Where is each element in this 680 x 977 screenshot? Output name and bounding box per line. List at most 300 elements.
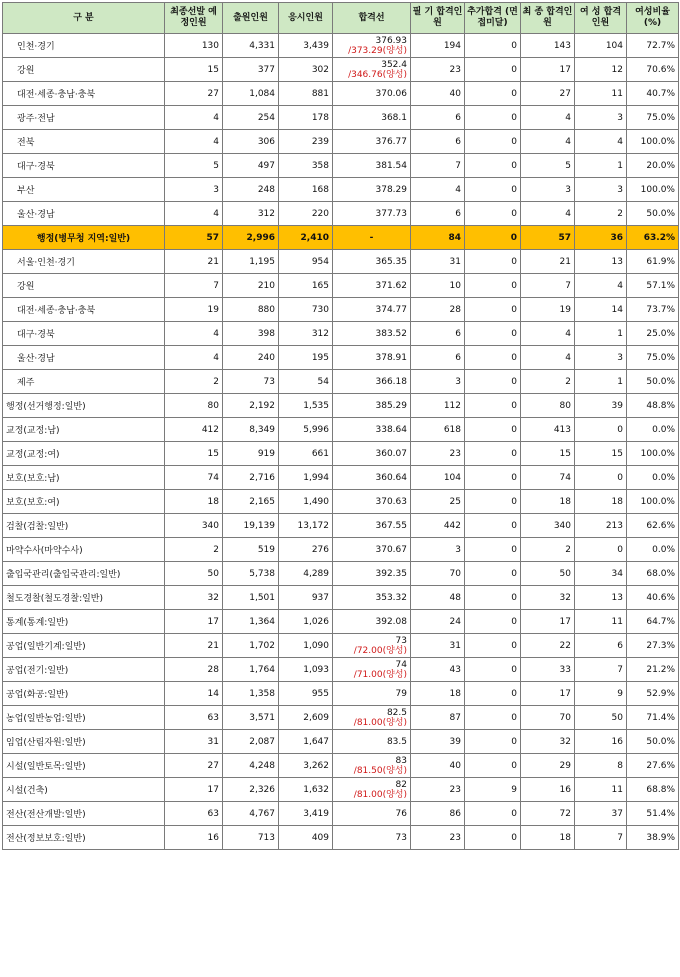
row-label-cell (3, 538, 165, 562)
final-pass-value: 4 (565, 208, 571, 219)
applicants-cell (223, 634, 279, 658)
written-pass-cell (411, 106, 465, 130)
additional-pass-cell (465, 250, 521, 274)
written-pass-cell (411, 778, 465, 802)
female-pass-cell (575, 226, 627, 250)
final-pass-cell (521, 274, 575, 298)
applicants-value: 1,764 (249, 664, 275, 675)
written-pass-value: 48 (449, 592, 461, 603)
row-label: 마약수사(마약수사) (6, 546, 83, 556)
final-pass-value: 18 (559, 832, 571, 843)
female-ratio-cell (627, 634, 679, 658)
planned-value: 4 (213, 352, 219, 363)
cutoff-cell (333, 682, 411, 706)
cutoff-cell (333, 778, 411, 802)
applicants-cell (223, 250, 279, 274)
row-label-cell (3, 466, 165, 490)
female-ratio-cell (627, 274, 679, 298)
applicants-cell (223, 586, 279, 610)
row-label: 보호(보호:여) (6, 498, 60, 508)
row-label: 통계(통계:일반) (6, 618, 69, 628)
applicants-value: 880 (257, 304, 275, 315)
additional-pass-value: 0 (511, 472, 517, 483)
row-label-cell (3, 418, 165, 442)
applicants-cell (223, 442, 279, 466)
table-row (3, 658, 679, 682)
row-label: 대구·경북 (17, 330, 55, 340)
cutoff-value: 378.91 (375, 352, 407, 363)
planned-value: 18 (207, 496, 219, 507)
female-pass-value: 13 (611, 592, 623, 603)
written-pass-value: 18 (449, 688, 461, 699)
cutoff-cell (333, 322, 411, 346)
additional-pass-value: 0 (511, 40, 517, 51)
planned-cell (165, 514, 223, 538)
final-pass-value: 33 (559, 664, 571, 675)
row-label: 검찰(검찰:일반) (6, 522, 69, 532)
examinees-value: 220 (311, 208, 329, 219)
female-ratio-value: 21.2% (646, 664, 675, 675)
applicants-value: 1,195 (249, 256, 275, 267)
row-label-cell (3, 322, 165, 346)
written-pass-cell (411, 802, 465, 826)
applicants-value: 1,702 (249, 640, 275, 651)
written-pass-value: 23 (449, 64, 461, 75)
female-ratio-value: 100.0% (640, 184, 675, 195)
female-ratio-value: 0.0% (652, 472, 675, 483)
row-label-cell (3, 106, 165, 130)
row-label: 서울·인천·경기 (17, 258, 75, 268)
header-cutoff-text: 합격선 (358, 12, 385, 23)
additional-pass-value: 0 (511, 160, 517, 171)
examinees-value: 239 (311, 136, 329, 147)
female-ratio-cell (627, 514, 679, 538)
cutoff-alt-value: /373.29(양성) (348, 45, 407, 56)
row-label-cell (3, 370, 165, 394)
written-pass-value: 112 (443, 400, 461, 411)
final-pass-cell (521, 634, 575, 658)
cutoff-cell (333, 586, 411, 610)
additional-pass-cell (465, 226, 521, 250)
applicants-cell (223, 34, 279, 58)
additional-pass-value: 0 (511, 568, 517, 579)
female-pass-value: 2 (617, 208, 623, 219)
header-applicants-text: 출원인원 (233, 12, 268, 23)
written-pass-value: 40 (449, 88, 461, 99)
cutoff-cell (333, 130, 411, 154)
applicants-value: 210 (257, 280, 275, 291)
table-row (3, 394, 679, 418)
cutoff-cell (333, 178, 411, 202)
female-pass-cell (575, 538, 627, 562)
additional-pass-cell (465, 274, 521, 298)
planned-value: 15 (207, 64, 219, 75)
table-row (3, 442, 679, 466)
examinees-cell (279, 562, 333, 586)
cutoff-value: 82.5 (386, 707, 407, 718)
examinees-cell (279, 298, 333, 322)
row-label: 보호(보호:남) (6, 474, 60, 484)
planned-cell (165, 610, 223, 634)
applicants-cell (223, 754, 279, 778)
final-pass-value: 29 (559, 760, 571, 771)
cutoff-cell (333, 394, 411, 418)
additional-pass-value: 0 (511, 640, 517, 651)
female-pass-cell (575, 106, 627, 130)
additional-pass-cell (465, 346, 521, 370)
cutoff-cell (333, 154, 411, 178)
table-row (3, 346, 679, 370)
row-label-cell (3, 298, 165, 322)
row-label-cell (3, 706, 165, 730)
planned-value: 4 (213, 112, 219, 123)
cutoff-cell (333, 370, 411, 394)
final-pass-value: 143 (553, 40, 571, 51)
planned-cell (165, 34, 223, 58)
planned-cell (165, 802, 223, 826)
final-pass-value: 413 (553, 424, 571, 435)
row-label-cell (3, 490, 165, 514)
row-label-cell (3, 658, 165, 682)
written-pass-value: 87 (449, 712, 461, 723)
written-pass-cell (411, 130, 465, 154)
planned-value: 32 (207, 592, 219, 603)
row-label: 전산(정보보호:일반) (6, 834, 86, 844)
cutoff-value: 73 (395, 635, 407, 646)
table-row (3, 418, 679, 442)
examinees-value: 954 (311, 256, 329, 267)
planned-value: 2 (213, 544, 219, 555)
row-label: 시설(일반토목:일반) (6, 762, 86, 772)
cutoff-cell (333, 202, 411, 226)
table-row (3, 250, 679, 274)
header-written-pass-text: 필 기 합격인원 (412, 7, 463, 28)
female-ratio-value: 61.9% (646, 256, 675, 267)
examinees-cell (279, 418, 333, 442)
final-pass-value: 340 (553, 520, 571, 531)
additional-pass-cell (465, 682, 521, 706)
examinees-value: 54 (317, 376, 329, 387)
additional-pass-cell (465, 706, 521, 730)
row-label-cell (3, 58, 165, 82)
planned-cell (165, 442, 223, 466)
examinees-cell (279, 610, 333, 634)
examinees-value: 312 (311, 328, 329, 339)
examinees-value: 13,172 (297, 520, 329, 531)
applicants-cell (223, 298, 279, 322)
applicants-value: 3,571 (249, 712, 275, 723)
cutoff-cell (333, 610, 411, 634)
applicants-cell (223, 322, 279, 346)
applicants-value: 1,364 (249, 616, 275, 627)
examinees-value: 1,026 (303, 616, 329, 627)
applicants-value: 2,087 (249, 736, 275, 747)
female-ratio-cell (627, 706, 679, 730)
female-pass-value: 7 (617, 832, 623, 843)
applicants-cell (223, 610, 279, 634)
examinees-cell (279, 154, 333, 178)
table-row (3, 106, 679, 130)
written-pass-value: 3 (455, 544, 461, 555)
female-ratio-value: 100.0% (640, 136, 675, 147)
applicants-value: 306 (257, 136, 275, 147)
planned-value: 19 (207, 304, 219, 315)
table-row (3, 154, 679, 178)
written-pass-cell (411, 226, 465, 250)
final-pass-value: 7 (565, 280, 571, 291)
final-pass-cell (521, 154, 575, 178)
written-pass-cell (411, 634, 465, 658)
additional-pass-value: 0 (511, 712, 517, 723)
written-pass-value: 104 (443, 472, 461, 483)
table-row (3, 634, 679, 658)
applicants-value: 2,326 (249, 784, 275, 795)
final-pass-value: 3 (565, 184, 571, 195)
planned-value: 130 (201, 40, 219, 51)
applicants-value: 240 (257, 352, 275, 363)
final-pass-cell (521, 178, 575, 202)
planned-cell (165, 418, 223, 442)
female-pass-value: 1 (617, 328, 623, 339)
female-pass-cell (575, 202, 627, 226)
applicants-value: 713 (257, 832, 275, 843)
planned-cell (165, 346, 223, 370)
table-row (3, 82, 679, 106)
applicants-value: 919 (257, 448, 275, 459)
final-pass-value: 72 (559, 808, 571, 819)
written-pass-value: 39 (449, 736, 461, 747)
planned-cell (165, 466, 223, 490)
final-pass-cell (521, 202, 575, 226)
applicants-value: 312 (257, 208, 275, 219)
applicants-cell (223, 82, 279, 106)
written-pass-cell (411, 514, 465, 538)
female-ratio-cell (627, 610, 679, 634)
table-header (3, 3, 679, 34)
additional-pass-cell (465, 178, 521, 202)
written-pass-value: 84 (448, 232, 461, 243)
header-additional-pass (465, 3, 521, 34)
female-pass-value: 50 (611, 712, 623, 723)
written-pass-value: 28 (449, 304, 461, 315)
written-pass-cell (411, 442, 465, 466)
planned-value: 57 (206, 232, 219, 243)
final-pass-cell (521, 826, 575, 850)
written-pass-value: 3 (455, 376, 461, 387)
additional-pass-value: 0 (511, 304, 517, 315)
row-label: 인천·경기 (17, 42, 55, 52)
examinees-value: 178 (311, 112, 329, 123)
cutoff-value: 83 (395, 755, 407, 766)
examinees-value: 5,996 (303, 424, 329, 435)
applicants-cell (223, 418, 279, 442)
row-label-cell (3, 514, 165, 538)
written-pass-value: 6 (455, 112, 461, 123)
header-additional-pass-text: 추가합격 (면접미달) (467, 7, 518, 28)
row-label: 울산·경남 (17, 354, 55, 364)
row-label-cell (3, 154, 165, 178)
examinees-value: 955 (311, 688, 329, 699)
female-pass-value: 36 (610, 232, 623, 243)
cutoff-cell (333, 802, 411, 826)
examinees-value: 276 (311, 544, 329, 555)
applicants-value: 248 (257, 184, 275, 195)
planned-value: 4 (213, 328, 219, 339)
examinees-cell (279, 82, 333, 106)
female-pass-cell (575, 58, 627, 82)
cutoff-alt-value: /81.00(양성) (353, 789, 407, 800)
written-pass-cell (411, 58, 465, 82)
cutoff-value: 368.1 (381, 112, 407, 123)
table-row (3, 754, 679, 778)
additional-pass-value: 0 (511, 520, 517, 531)
planned-value: 2 (213, 376, 219, 387)
cutoff-value: 385.29 (375, 400, 407, 411)
final-pass-cell (521, 130, 575, 154)
applicants-value: 2,996 (246, 232, 275, 243)
applicants-cell (223, 802, 279, 826)
cutoff-cell (333, 514, 411, 538)
female-ratio-value: 68.0% (646, 568, 675, 579)
examinees-cell (279, 826, 333, 850)
written-pass-cell (411, 658, 465, 682)
female-pass-value: 8 (617, 760, 623, 771)
final-pass-value: 32 (559, 592, 571, 603)
written-pass-value: 10 (449, 280, 461, 291)
row-label-cell (3, 634, 165, 658)
female-pass-value: 11 (611, 616, 623, 627)
written-pass-cell (411, 322, 465, 346)
final-pass-value: 4 (565, 328, 571, 339)
female-ratio-cell (627, 298, 679, 322)
written-pass-cell (411, 298, 465, 322)
table-row (3, 274, 679, 298)
female-ratio-value: 72.7% (646, 40, 675, 51)
written-pass-value: 24 (449, 616, 461, 627)
examinees-cell (279, 322, 333, 346)
written-pass-value: 6 (455, 352, 461, 363)
final-pass-value: 70 (559, 712, 571, 723)
examinees-value: 3,262 (303, 760, 329, 771)
female-ratio-value: 71.4% (646, 712, 675, 723)
female-pass-cell (575, 298, 627, 322)
cutoff-alt-value: /346.76(양성) (348, 69, 407, 80)
planned-cell (165, 322, 223, 346)
additional-pass-cell (465, 562, 521, 586)
female-pass-cell (575, 346, 627, 370)
final-pass-value: 22 (559, 640, 571, 651)
cutoff-cell (333, 418, 411, 442)
final-pass-value: 2 (565, 544, 571, 555)
examinees-value: 2,410 (300, 232, 329, 243)
row-label: 행정(병무청 지역:일반) (36, 234, 131, 244)
row-label: 공업(일반기계:일반) (6, 642, 86, 652)
planned-cell (165, 394, 223, 418)
additional-pass-value: 0 (511, 424, 517, 435)
final-pass-cell (521, 610, 575, 634)
header-female-ratio-text: 여성비율 (%) (635, 7, 670, 28)
header-planned-text: 최종선발 예정인원 (170, 7, 217, 28)
additional-pass-value: 0 (511, 496, 517, 507)
cutoff-value: 374.77 (375, 304, 407, 315)
examinees-value: 4,289 (303, 568, 329, 579)
cutoff-cell (333, 538, 411, 562)
written-pass-value: 31 (449, 256, 461, 267)
planned-cell (165, 586, 223, 610)
final-pass-cell (521, 466, 575, 490)
female-ratio-cell (627, 202, 679, 226)
header-examinees (279, 3, 333, 34)
applicants-value: 1,501 (249, 592, 275, 603)
female-pass-value: 1 (617, 160, 623, 171)
additional-pass-cell (465, 130, 521, 154)
planned-value: 412 (201, 424, 219, 435)
written-pass-cell (411, 706, 465, 730)
final-pass-cell (521, 226, 575, 250)
planned-cell (165, 682, 223, 706)
female-ratio-cell (627, 658, 679, 682)
written-pass-cell (411, 610, 465, 634)
cutoff-value: 82 (395, 779, 407, 790)
cutoff-value: 370.06 (375, 88, 407, 99)
cutoff-value: 366.18 (375, 376, 407, 387)
female-pass-value: 14 (611, 304, 623, 315)
female-ratio-value: 27.3% (646, 640, 675, 651)
planned-value: 5 (213, 160, 219, 171)
cutoff-cell (333, 826, 411, 850)
cutoff-value: 370.63 (375, 496, 407, 507)
additional-pass-value: 0 (511, 760, 517, 771)
female-ratio-value: 50.0% (646, 736, 675, 747)
female-ratio-value: 38.9% (646, 832, 675, 843)
female-pass-cell (575, 682, 627, 706)
female-pass-value: 3 (617, 352, 623, 363)
row-label: 교정(교정:남) (6, 426, 60, 436)
row-label-cell (3, 442, 165, 466)
additional-pass-cell (465, 370, 521, 394)
header-gubun-text: 구 분 (73, 12, 94, 23)
final-pass-cell (521, 442, 575, 466)
written-pass-value: 7 (455, 160, 461, 171)
female-pass-cell (575, 154, 627, 178)
applicants-value: 2,716 (249, 472, 275, 483)
header-planned (165, 3, 223, 34)
planned-value: 31 (207, 736, 219, 747)
final-pass-cell (521, 322, 575, 346)
table-row (3, 802, 679, 826)
female-ratio-value: 48.8% (646, 400, 675, 411)
table-row (3, 514, 679, 538)
additional-pass-value: 0 (511, 688, 517, 699)
examinees-value: 1,093 (303, 664, 329, 675)
female-pass-value: 11 (611, 88, 623, 99)
cutoff-cell (333, 754, 411, 778)
examinees-cell (279, 586, 333, 610)
planned-cell (165, 562, 223, 586)
female-ratio-value: 50.0% (646, 376, 675, 387)
row-label: 대구·경북 (17, 162, 55, 172)
written-pass-cell (411, 754, 465, 778)
additional-pass-cell (465, 322, 521, 346)
cutoff-alt-value: /72.00(양성) (353, 645, 407, 656)
header-female-ratio (627, 3, 679, 34)
final-pass-cell (521, 514, 575, 538)
applicants-cell (223, 346, 279, 370)
female-ratio-value: 68.8% (646, 784, 675, 795)
cutoff-value: 83.5 (386, 736, 407, 747)
written-pass-cell (411, 370, 465, 394)
written-pass-value: 86 (449, 808, 461, 819)
